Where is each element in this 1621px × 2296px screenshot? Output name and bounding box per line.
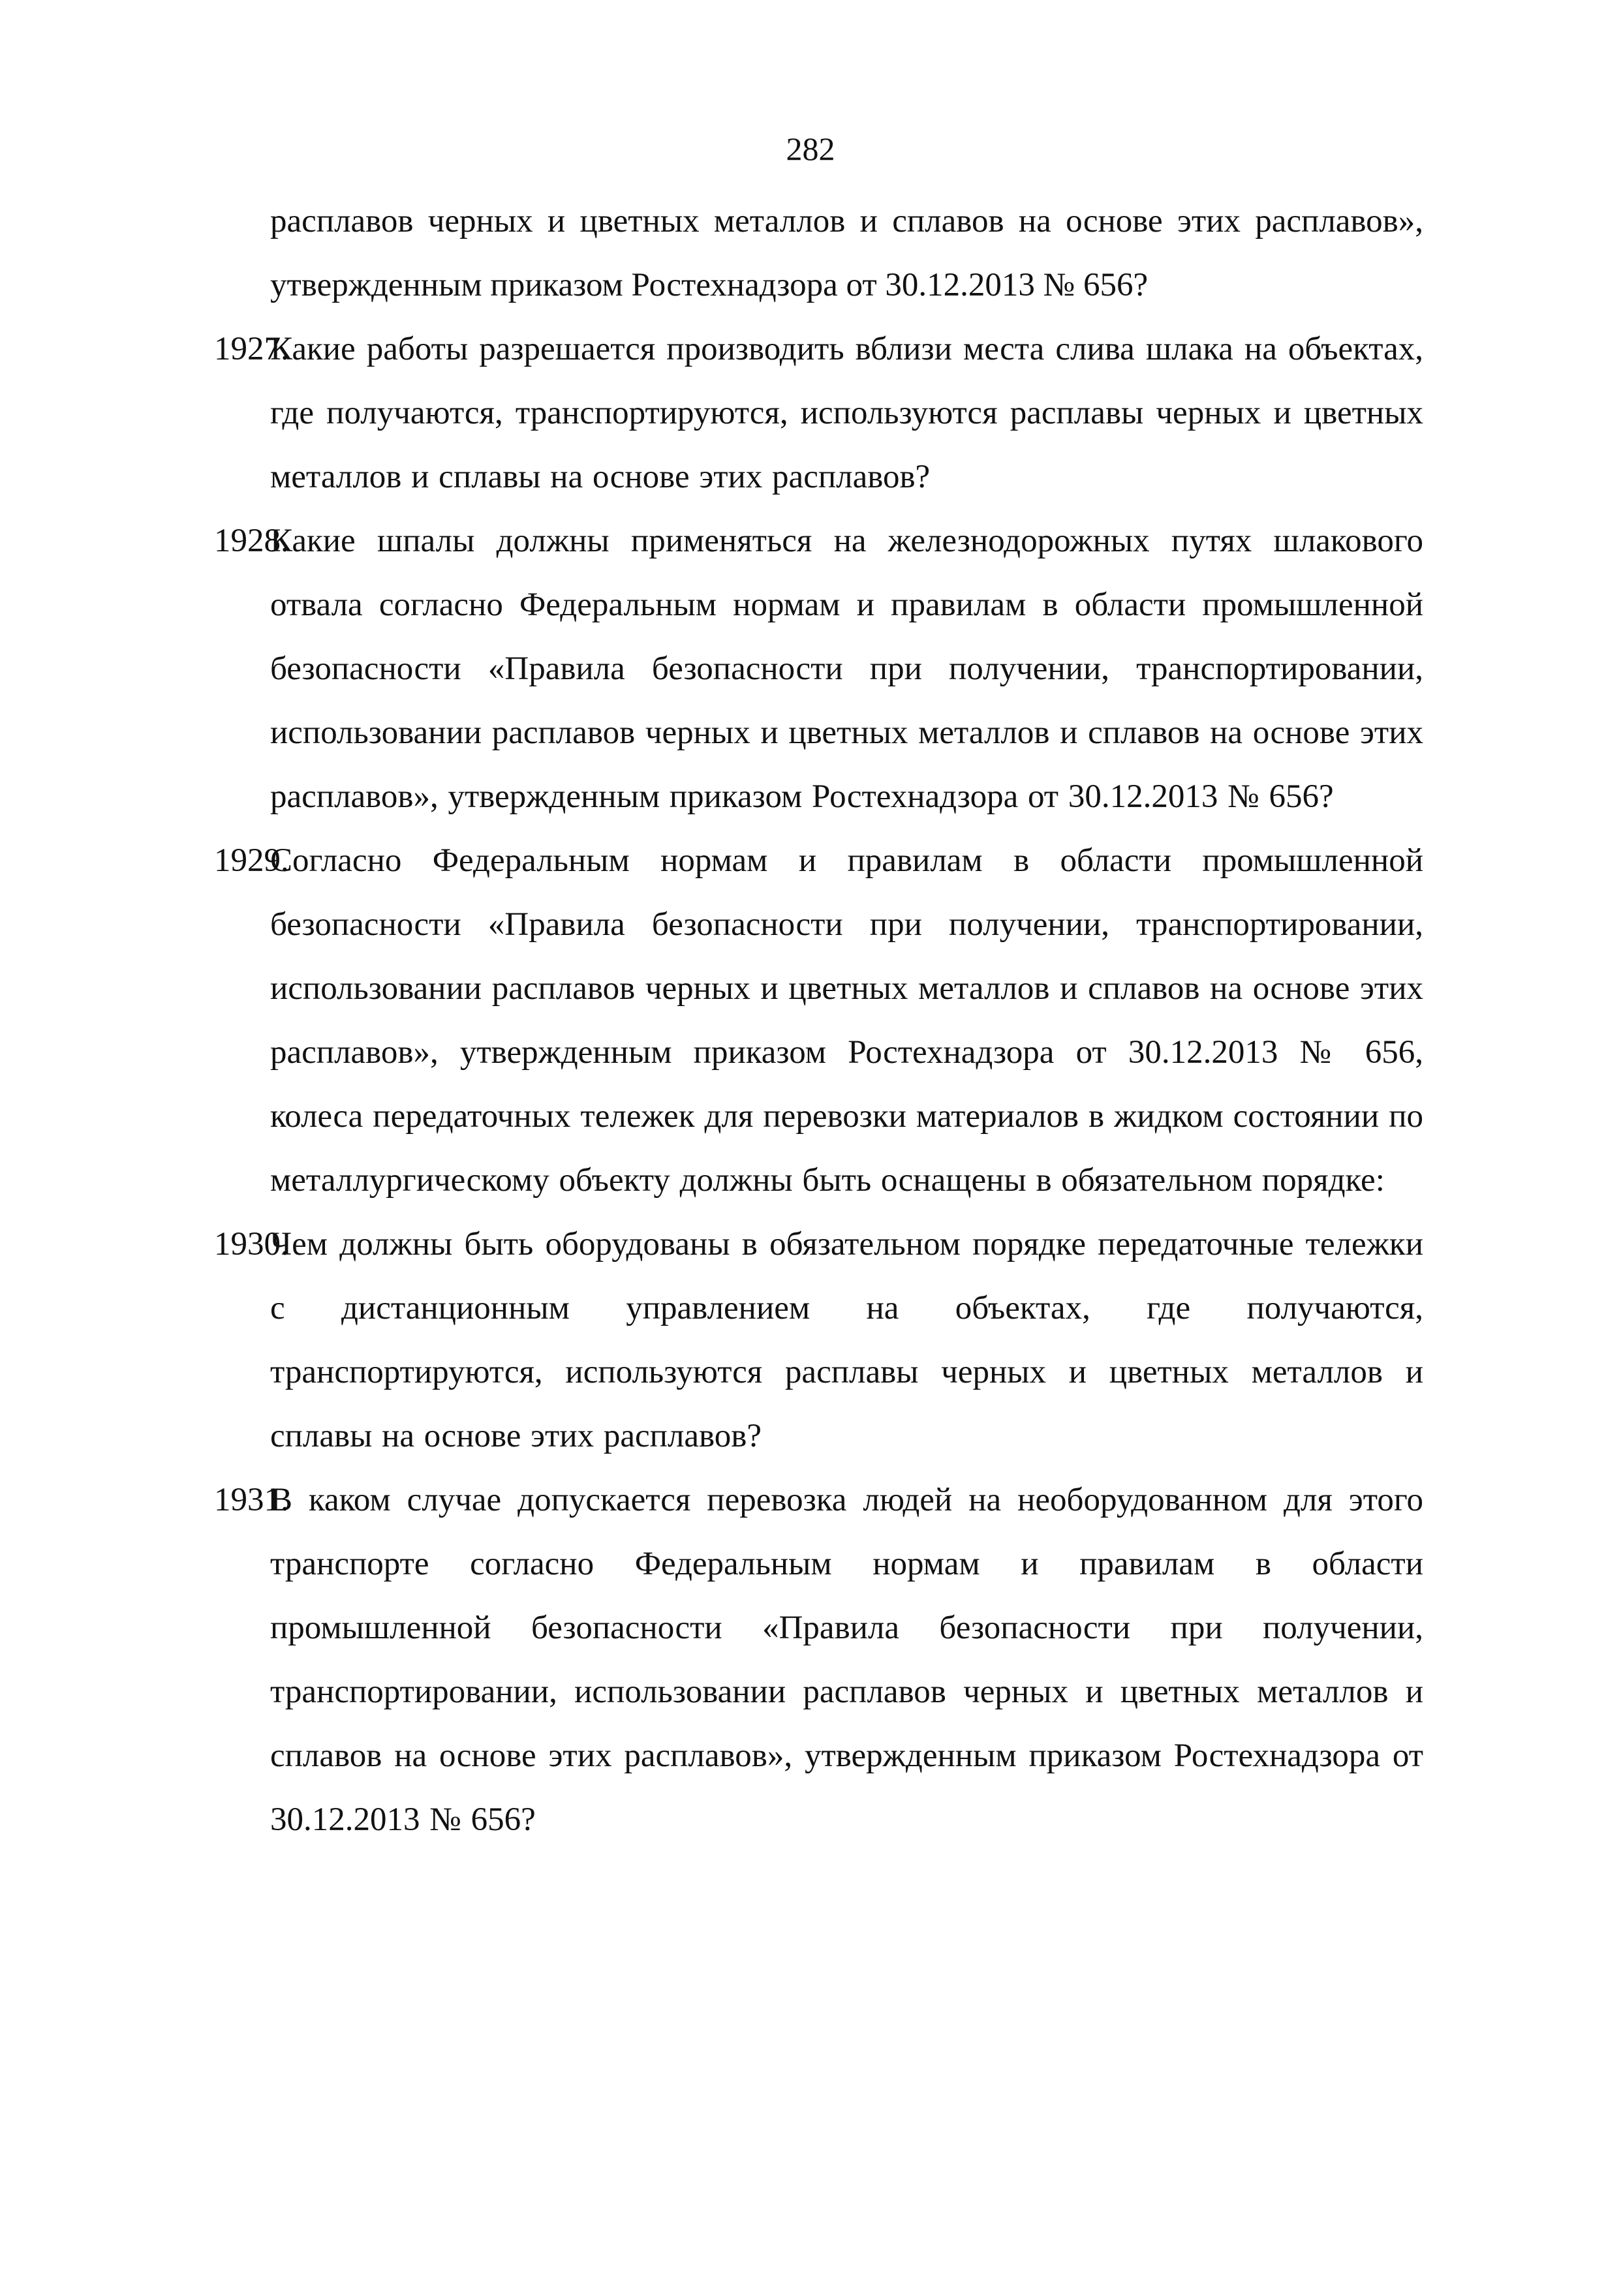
continued-question-text: расплавов черных и цветных металлов и сплавов на основе этих расплавов», утвержденным приказом Ростехнадзора от 30.12.2013 № 656? [270, 203, 1423, 303]
question-item [214, 1468, 1423, 1852]
question-item [214, 829, 1423, 1212]
question-item [214, 1212, 1423, 1468]
question-list [214, 189, 1423, 1852]
question-text: Какие работы разрешается производить вблизи места слива шлака на объектах, где получаются, транспортируются, используются расплавы черных и цветных металлов и сплавы на основе этих расплавов? [270, 331, 1423, 495]
question-number: 1930. [214, 1226, 289, 1263]
question-number: 1931. [214, 1482, 289, 1518]
question-text: Согласно Федеральным нормам и правилам в области промышленной безопасности «Правила безопасности при получении, транспортировании, использовании расплавов черных и цветных металлов и сплавов на основе этих расплавов», утвержденным приказом Ростехнадзора от 30.12.2013 № 656, колеса передаточных тележек для перевозки материалов в жидком состоянии по металлургическому объекту должны быть оснащены в обязательном порядке: [270, 842, 1423, 1199]
question-text: Какие шпалы должны применяться на железнодорожных путях шлакового отвала согласно Федеральным нормам и правилам в области промышленной безопасности «Правила безопасности при получении, транспортировании, использовании расплавов черных и цветных металлов и сплавов на основе этих расплавов», утвержденным приказом Ростехнадзора от 30.12.2013 № 656? [270, 523, 1423, 815]
question-item [214, 317, 1423, 509]
question-item [214, 509, 1423, 829]
question-text: Чем должны быть оборудованы в обязательном порядке передаточные тележки с дистанционным управлением на объектах, где получаются, транспортируются, используются расплавы черных и цветных металлов и сплавы на основе этих расплавов? [270, 1226, 1423, 1454]
question-number: 1928. [214, 523, 289, 559]
question-number: 1929. [214, 842, 289, 879]
page-number: 282 [786, 130, 835, 167]
question-number: 1927. [214, 331, 289, 367]
question-text: В каком случае допускается перевозка людей на необорудованном для этого транспорте согласно Федеральным нормам и правилам в области промышленной безопасности «Правила безопасности при получении, транспортировании, использовании расплавов черных и цветных металлов и сплавов на основе этих расплавов», утвержденным приказом Ростехнадзора от 30.12.2013 № 656? [270, 1482, 1423, 1838]
